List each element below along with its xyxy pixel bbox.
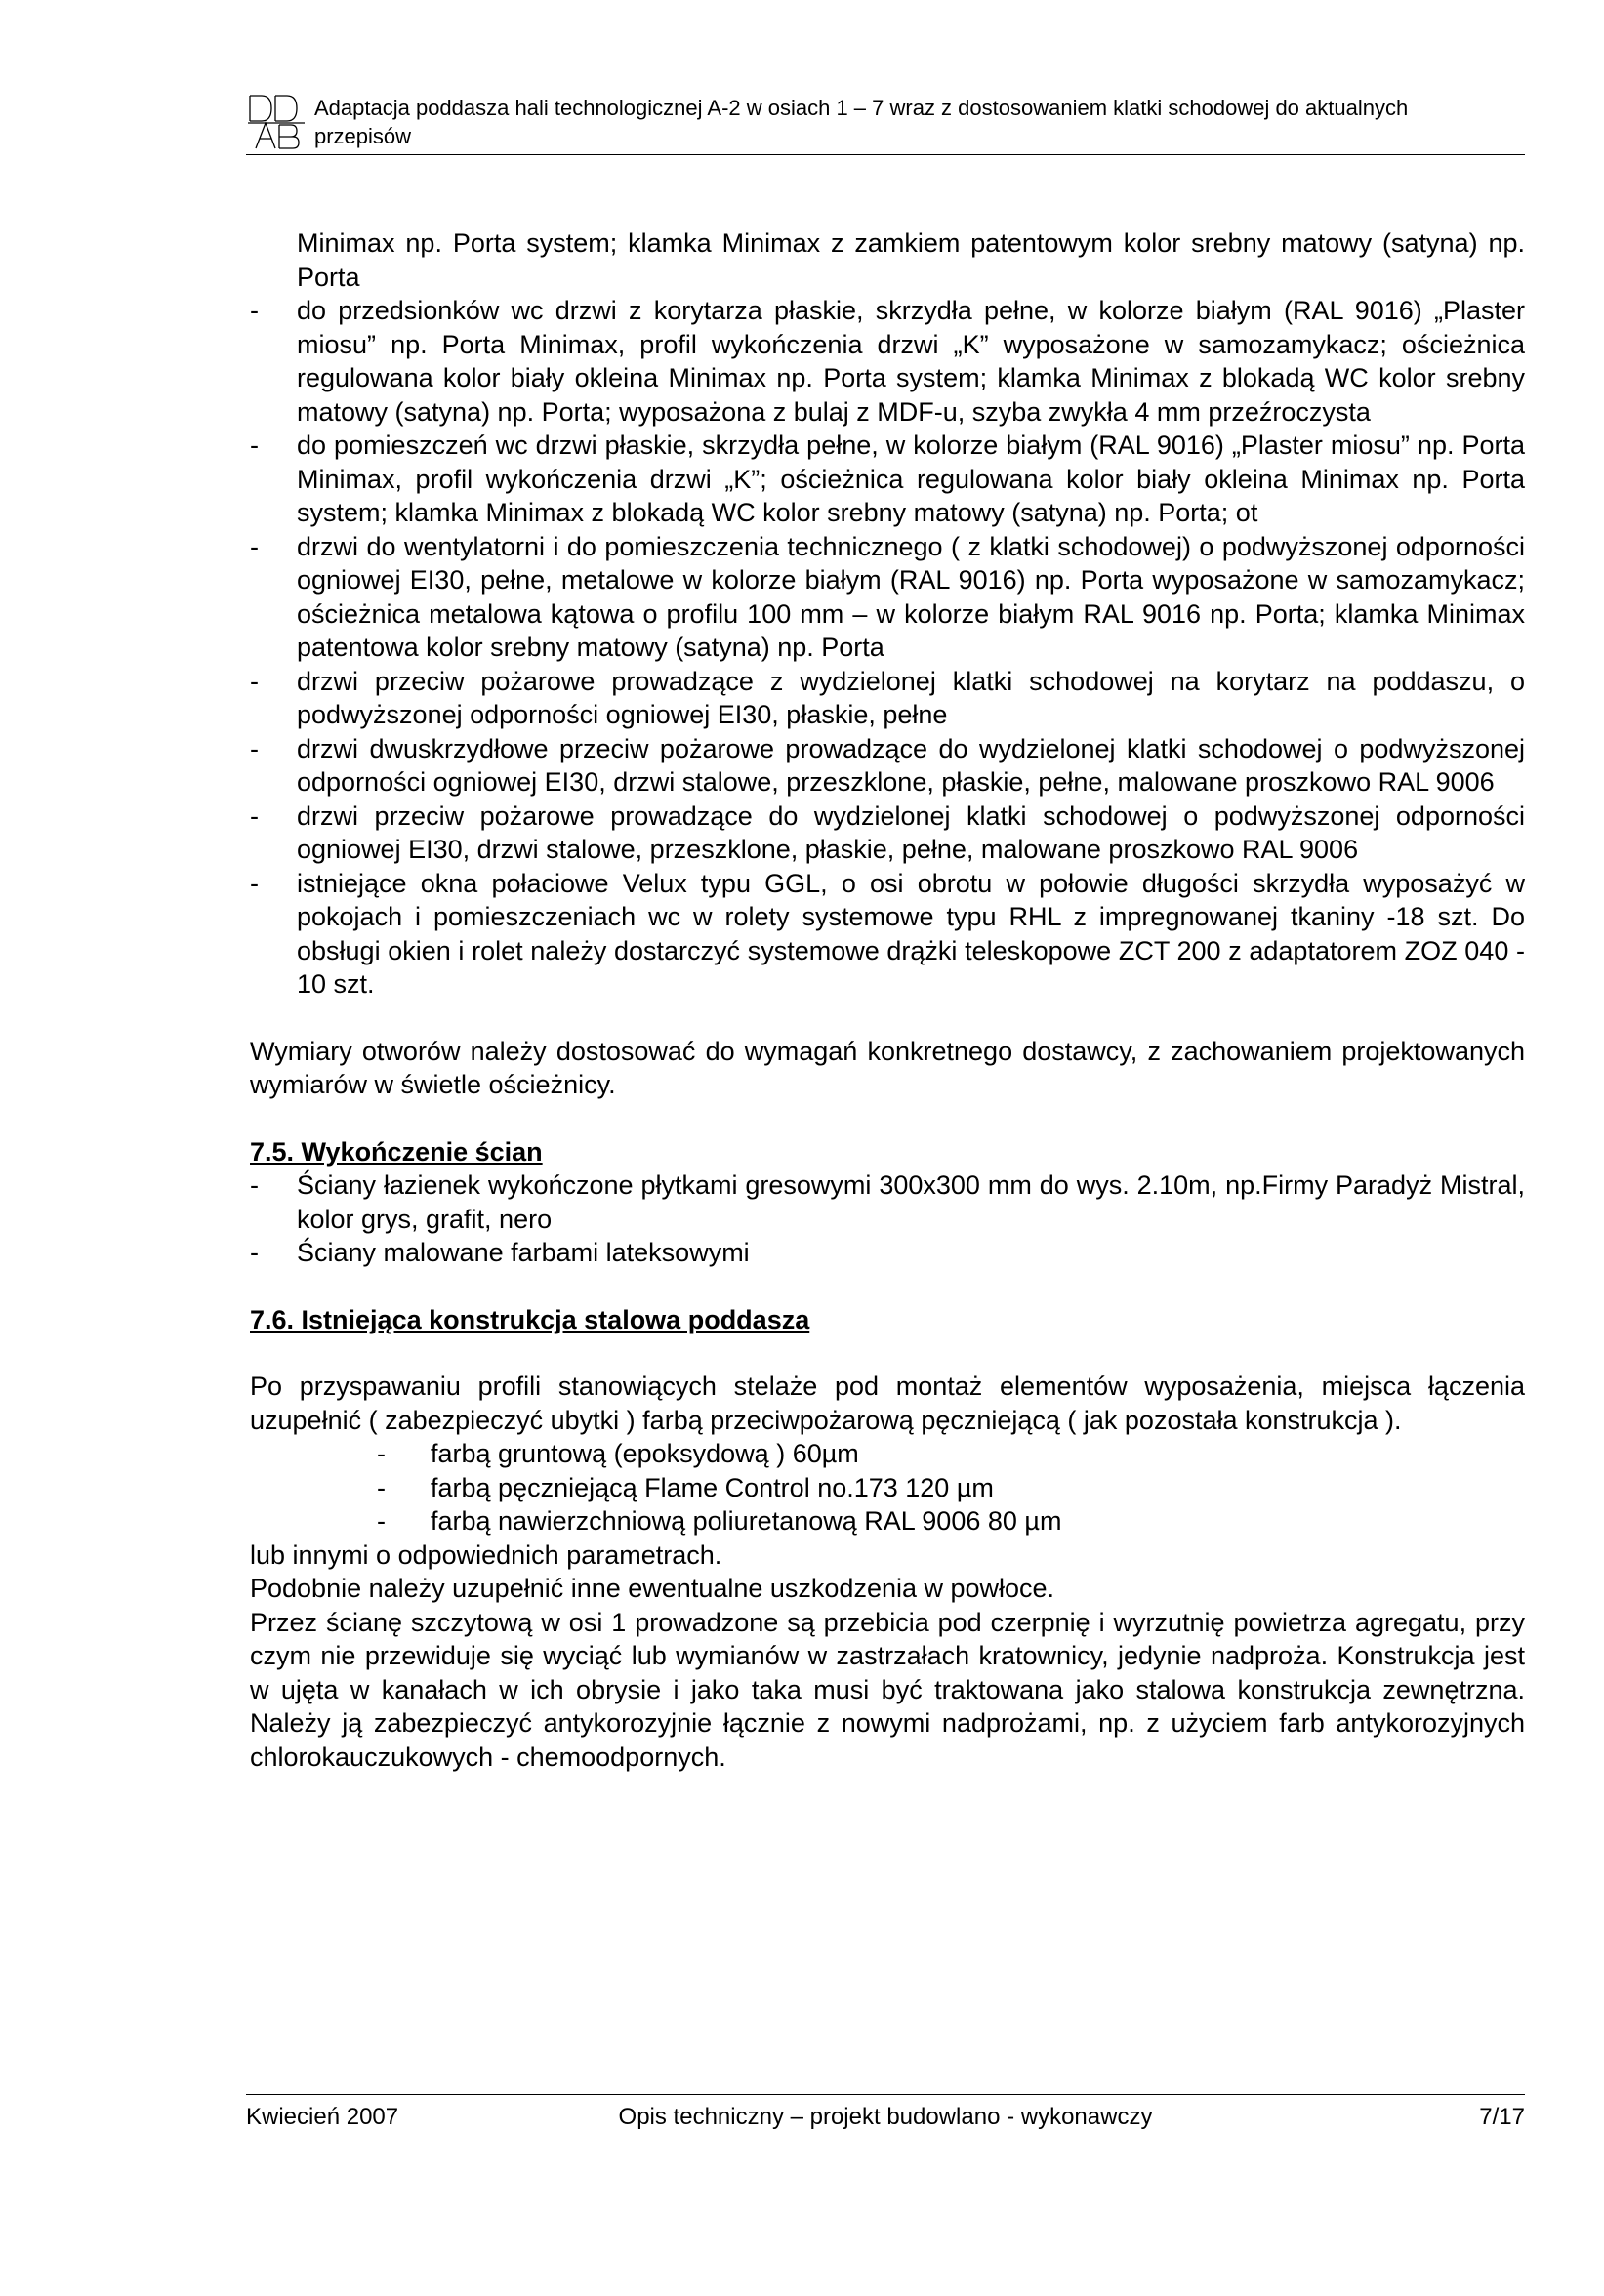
page-header xyxy=(246,92,1525,155)
list-item xyxy=(250,800,1525,867)
header-title: Adaptacja poddasza hali technologicznej A-2 w osiach 1 – 7 wraz z dostosowaniem klatki schodowej do aktualnych przepisów xyxy=(314,96,1409,148)
section-heading-7-6: 7.6. Istniejąca konstrukcja stalowa poddasza xyxy=(250,1304,810,1334)
page-footer xyxy=(246,2094,1525,2130)
list-item xyxy=(250,1471,1525,1505)
list-dash: - xyxy=(250,1238,259,1267)
list-dash: - xyxy=(377,1472,386,1502)
list-item-text: drzwi przeciw pożarowe prowadzące z wydzielonej klatki schodowej na korytarz na poddaszu, o podwyższonej odporności ogniowej EI30, płaskie, pełne xyxy=(297,666,1525,729)
list-dash: - xyxy=(250,1170,259,1200)
list-item xyxy=(250,1437,1525,1471)
list-dash: - xyxy=(250,868,259,898)
list-item xyxy=(250,867,1525,1002)
list-item-text: farbą gruntową (epoksydową ) 60µm xyxy=(431,1439,859,1468)
list-item xyxy=(250,530,1525,665)
list-item xyxy=(250,429,1525,530)
list-dash: - xyxy=(250,430,259,460)
line-params: lub innymi o odpowiednich parametrach. xyxy=(250,1539,722,1570)
list-item-text: do przedsionków wc drzwi z korytarza płaskie, skrzydła pełne, w kolorze białym (RAL 9016) „Plaster miosu” np. Porta Minimax, profil wykończenia drzwi „K” wyposażone w samozamykacz; ościeżnica regulowana kolor biały okleina Minimax np. Porta system; klamka Minimax z blokadą WC kolor srebny matowy (satyna) np. Porta; wyposażona z bulaj z MDF-u, szyba zwykła 4 mm przeźroczysta xyxy=(297,296,1525,427)
list-item-text: istniejące okna połaciowe Velux typu GGL, o osi obrotu w połowie długości skrzydła wyposażyć w pokojach i pomieszczeniach wc w rolety systemowe typu RHL z impregnowanej tkaniny -18 szt. Do obsługi okien i rolet należy dostarczyć systemowe drążki teleskopowe ZCT 200 z adaptatorem ZOZ 040 - 10 szt. xyxy=(297,868,1525,999)
list-dash: - xyxy=(377,1439,386,1468)
footer-date: Kwiecień 2007 xyxy=(246,2104,399,2130)
paragraph-steel-intro: Po przyspawaniu profili stanowiących stelaże pod montaż elementów wyposażenia, miejsca łączenia uzupełnić ( zabezpieczyć ubytki ) farbą przeciwpożarową pęczniejącą ( jak pozostała konstrukcja ). xyxy=(250,1372,1525,1435)
list-item-text: farbą pęczniejącą Flame Control no.173 120 µm xyxy=(431,1472,994,1502)
list-item xyxy=(250,1236,1525,1270)
continued-list-text: Minimax np. Porta system; klamka Minimax z zamkiem patentowym kolor srebny matowy (satyna) np. Porta xyxy=(297,228,1525,292)
list-dash: - xyxy=(250,531,259,561)
list-item-text: farbą nawierzchniową poliuretanową RAL 9006 80 µm xyxy=(431,1506,1062,1536)
line-damage: Podobnie należy uzupełnić inne ewentualne uszkodzenia w powłoce. xyxy=(250,1574,1055,1603)
list-dash: - xyxy=(250,666,259,696)
list-dash: - xyxy=(377,1506,386,1536)
paragraph-dimensions: Wymiary otworów należy dostosować do wymagań konkretnego dostawcy, z zachowaniem projektowanych wymiarów w świetle ościeżnicy. xyxy=(250,1036,1525,1099)
footer-document-title: Opis techniczny – projekt budowlano - wykonawczy xyxy=(618,2104,1153,2130)
list-item-text: Ściany łazienek wykończone płytkami gresowymi 300x300 mm do wys. 2.10m, np.Firmy Paradyż Mistral, kolor grys, grafit, nero xyxy=(297,1170,1525,1234)
list-item xyxy=(250,665,1525,732)
list-item-text: drzwi przeciw pożarowe prowadzące do wydzielonej klatki schodowej o podwyższonej odporności ogniowej EI30, drzwi stalowe, przeszklone, płaskie, pełne, malowane proszkowo RAL 9006 xyxy=(297,800,1525,864)
list-dash: - xyxy=(250,800,259,831)
list-item xyxy=(250,294,1525,429)
footer-page-number: 7/17 xyxy=(1479,2104,1525,2130)
company-logo-icon xyxy=(246,92,308,150)
list-item-text: drzwi do wentylatorni i do pomieszczenia technicznego ( z klatki schodowej) o podwyższonej odporności ogniowej EI30, pełne, metalowe w kolorze białym (RAL 9016) np. Porta wyposażone w samozamykacz; ościeżnica metalowa kątowa o profilu 100 mm – w kolorze białym RAL 9016 np. Porta; klamka Minimax patentowa kolor srebny matowy (satyna) np. Porta xyxy=(297,531,1525,662)
list-item xyxy=(250,1168,1525,1236)
list-item-text: do pomieszczeń wc drzwi płaskie, skrzydła pełne, w kolorze białym (RAL 9016) „Plaster miosu” np. Porta Minimax, profil wykończenia drzwi „K”; ościeżnica regulowana kolor biały okleina Minimax np. Porta system; klamka Minimax z blokadą WC kolor srebny matowy (satyna) np. Porta; ot xyxy=(297,430,1525,527)
list-item xyxy=(250,732,1525,800)
document-body xyxy=(250,226,1525,1774)
section-heading-7-5: 7.5. Wykończenie ścian xyxy=(250,1136,543,1167)
list-item-text: Ściany malowane farbami lateksowymi xyxy=(297,1238,750,1267)
paragraph-gable-wall: Przez ścianę szczytową w osi 1 prowadzone są przebicia pod czerpnię i wyrzutnię powietrza agregatu, przy czym nie przewiduje się wyciąć lub wymianów w zastrzałach kratownicy, jedynie nadproża. Konstrukcja jest w ujęta w kanałach w ich obrysie i jako taka musi być traktowana jako stalowa konstrukcja zewnętrzna. Należy ją zabezpieczyć antykorozyjnie łącznie z nowymi nadprożami, np. z użyciem farb antykorozyjnych chlorokauczukowych - chemoodpornych. xyxy=(250,1607,1525,1772)
list-item xyxy=(250,1504,1525,1538)
list-item-text: drzwi dwuskrzydłowe przeciw pożarowe prowadzące do wydzielonej klatki schodowej o podwyższonej odporności ogniowej EI30, drzwi stalowe, przeszklone, płaskie, pełne, malowane proszkowo RAL 9006 xyxy=(297,733,1525,797)
list-dash: - xyxy=(250,733,259,763)
list-dash: - xyxy=(250,296,259,325)
